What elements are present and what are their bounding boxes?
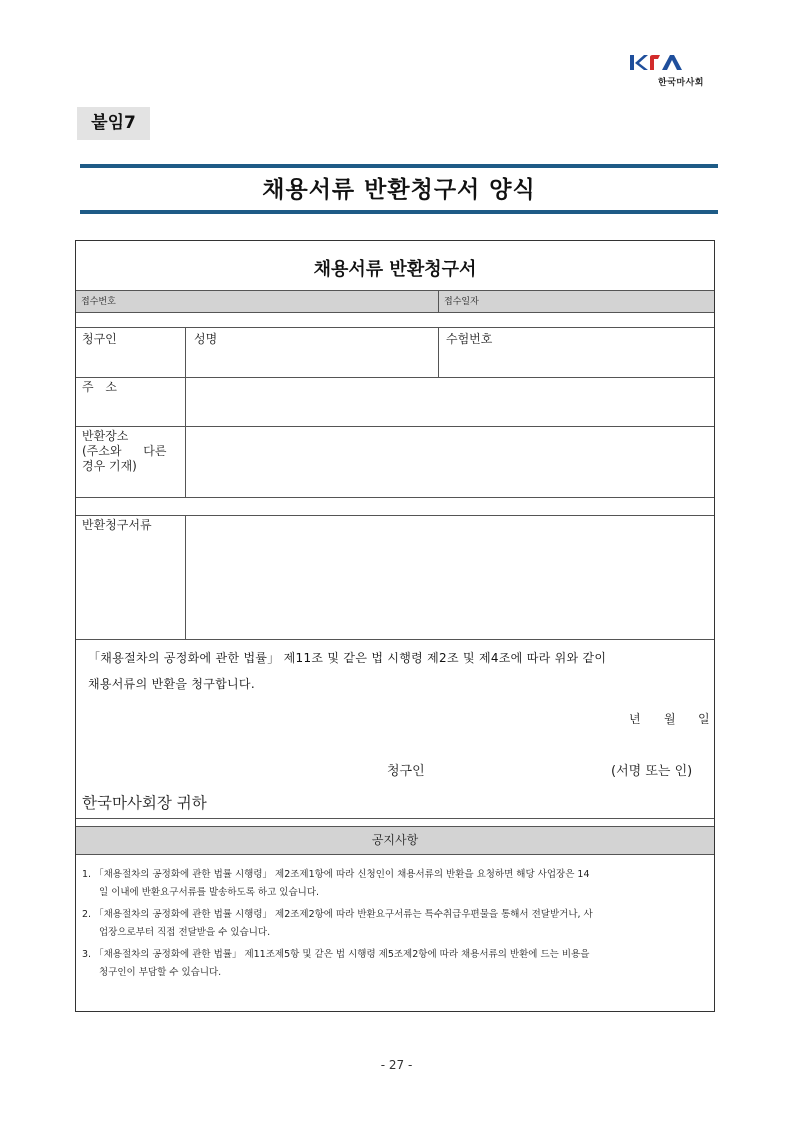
statement-line-2: 채용서류의 반환을 청구합니다. xyxy=(88,677,255,691)
divider xyxy=(76,639,714,640)
divider xyxy=(438,327,439,377)
page-number: - 27 - xyxy=(380,1058,413,1072)
claimant-label: 청구인 xyxy=(82,332,117,346)
document-title: 채용서류 반환청구서 양식 xyxy=(262,177,536,203)
title-rule-top xyxy=(80,164,718,168)
form-title: 채용서류 반환청구서 xyxy=(313,259,477,280)
notice-header: 공지사항 xyxy=(371,833,419,847)
notice-3-line-2: 청구인이 부담할 수 있습니다. xyxy=(99,967,222,978)
divider xyxy=(185,327,186,497)
exam-number-label: 수험번호 xyxy=(446,332,493,346)
kra-logo-mark xyxy=(628,52,688,74)
date-day: 일 xyxy=(698,712,710,726)
divider xyxy=(76,497,714,498)
divider xyxy=(76,327,714,328)
divider xyxy=(76,854,714,855)
return-request-form xyxy=(75,240,715,1012)
documents-label: 반환청구서류 xyxy=(82,518,152,532)
date-month: 월 xyxy=(664,712,676,726)
notice-1-line-1: 1. 「채용절차의 공정화에 관한 법률 시행령」 제2조제1항에 따라 신청인이 채용서류의 반환을 요청하면 해당 사업장은 14 xyxy=(82,869,590,880)
divider xyxy=(438,291,439,312)
name-label: 성명 xyxy=(194,332,218,346)
notice-2-line-1: 2. 「채용절차의 공정화에 관한 법률 시행령」 제2조제2항에 따라 반환요구서류는 특수취급우편물을 통해서 전달받거나, 사 xyxy=(82,909,593,920)
addressee: 한국마사회장 귀하 xyxy=(82,794,207,812)
return-place-label-2: (주소와 다른 xyxy=(82,444,167,458)
return-place-label-3: 경우 기재) xyxy=(82,459,137,473)
notice-1-line-2: 일 이내에 반환요구서류를 발송하도록 하고 있습니다. xyxy=(99,887,320,898)
title-rule-bottom xyxy=(80,210,718,214)
signature-note: (서명 또는 인) xyxy=(611,764,693,779)
divider xyxy=(76,515,714,516)
notice-2-line-2: 업장으로부터 직접 전달받을 수 있습니다. xyxy=(99,927,271,938)
receipt-row xyxy=(76,291,714,312)
divider xyxy=(76,426,714,427)
divider xyxy=(76,377,714,378)
attachment-label: 붙임7 xyxy=(77,107,150,140)
notice-3-line-1: 3. 「채용절차의 공정화에 관한 법률」 제11조제5항 및 같은 법 시행령 제5조제2항에 따라 채용서류의 반환에 드는 비용을 xyxy=(82,949,590,960)
divider xyxy=(76,312,714,313)
kra-logo xyxy=(628,52,718,86)
divider xyxy=(76,818,714,819)
logo-org-name: 한국마사회 xyxy=(658,78,704,88)
statement-line-1: 「채용절차의 공정화에 관한 법률」 제11조 및 같은 법 시행령 제2조 및 제4조에 따라 위와 같이 xyxy=(88,651,607,665)
signer-label: 청구인 xyxy=(387,764,425,779)
receipt-date-label: 접수일자 xyxy=(444,297,479,307)
divider xyxy=(185,515,186,639)
date-year: 년 xyxy=(629,712,641,726)
receipt-number-label: 접수번호 xyxy=(81,297,116,307)
address-label: 주 소 xyxy=(82,380,121,394)
return-place-label-1: 반환장소 xyxy=(82,429,129,443)
